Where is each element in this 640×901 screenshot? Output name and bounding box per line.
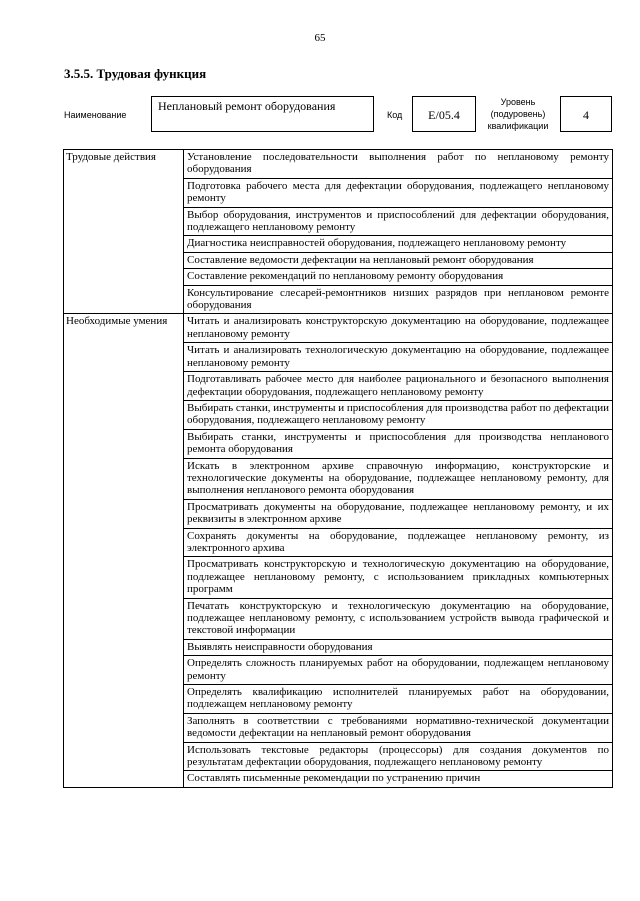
item-cell: Определять сложность планируемых работ на оборудовании, подлежащем неплановому ремонту	[184, 656, 613, 685]
table-row	[64, 314, 613, 343]
item-cell: Подготовка рабочего места для дефектации оборудования, подлежащего неплановому ремонту	[184, 178, 613, 207]
item-cell: Выбор оборудования, инструментов и приспособлений для дефектации оборудования, подлежащего неплановому ремонту	[184, 207, 613, 236]
item-cell: Определять квалификацию исполнителей планируемых работ на оборудовании, подлежащем неплановому ремонту	[184, 685, 613, 714]
item-cell: Установление последовательности выполнения работ по неплановому ремонту оборудования	[184, 150, 613, 179]
item-cell: Диагностика неисправностей оборудования, подлежащего неплановому ремонту	[184, 236, 613, 252]
item-cell: Просматривать конструкторскую и технологическую документацию на оборудование, подлежащее неплановому ремонту, с использованием прикладных компьютерных программ	[184, 557, 613, 598]
item-cell: Использовать текстовые редакторы (процессоры) для создания документов по результатам дефектации оборудования, подлежащего неплановому ремонту	[184, 742, 613, 771]
item-cell: Заполнять в соответствии с требованиями нормативно-технической документации ведомости дефектации на неплановый ремонт оборудования	[184, 713, 613, 742]
item-cell: Читать и анализировать конструкторскую документацию на оборудование, подлежащее неплановому ремонту	[184, 314, 613, 343]
item-cell: Составлять письменные рекомендации по устранению причин	[184, 771, 613, 787]
item-cell: Искать в электронном архиве справочную информацию, конструкторские и технологические документы на оборудование, подлежащее неплановому ремонту, для выполнения непланового ремонта оборудования	[184, 458, 613, 499]
category-cell: Трудовые действия	[64, 150, 184, 314]
qualification-level-box: 4	[560, 96, 612, 132]
item-cell: Выявлять неисправности оборудования	[184, 639, 613, 655]
item-cell: Составление рекомендаций по неплановому ремонту оборудования	[184, 269, 613, 285]
item-cell: Печатать конструкторскую и технологическую документацию на оборудование, подлежащее неплановому ремонту, с использованием устройств вывода графической и текстовой информации	[184, 598, 613, 639]
section-title: 3.5.5. Трудовая функция	[64, 66, 207, 81]
category-cell: Необходимые умения	[64, 314, 184, 787]
name-label: Наименование	[64, 110, 127, 120]
item-cell: Выбирать станки, инструменты и приспособления для производства работ по дефектации оборудования, подлежащего неплановому ремонту	[184, 400, 613, 429]
item-cell: Подготавливать рабочее место для наиболее рационального и безопасного выполнения дефектации оборудования, подлежащего неплановому ремонту	[184, 372, 613, 401]
function-table	[63, 149, 613, 788]
name-value-box: Неплановый ремонт оборудования	[151, 96, 374, 132]
item-cell: Составление ведомости дефектации на неплановый ремонт оборудования	[184, 252, 613, 268]
code-label: Код	[387, 110, 403, 120]
item-cell: Выбирать станки, инструменты и приспособления для производства непланового ремонта оборудования	[184, 429, 613, 458]
item-cell: Сохранять документы на оборудование, подлежащее неплановому ремонту, из электронного архива	[184, 528, 613, 557]
code-value-box: E/05.4	[412, 96, 476, 132]
qualification-level-label: Уровень (подуровень) квалификации	[487, 97, 549, 131]
page-number: 65	[314, 32, 326, 44]
item-cell: Читать и анализировать технологическую документацию на оборудование, подлежащее неплановому ремонту	[184, 343, 613, 372]
item-cell: Консультирование слесарей-ремонтников низших разрядов при неплановом ремонте оборудования	[184, 285, 613, 314]
item-cell: Просматривать документы на оборудование, подлежащее неплановому ремонту, и их реквизиты в электронном архиве	[184, 499, 613, 528]
table-row	[64, 150, 613, 179]
